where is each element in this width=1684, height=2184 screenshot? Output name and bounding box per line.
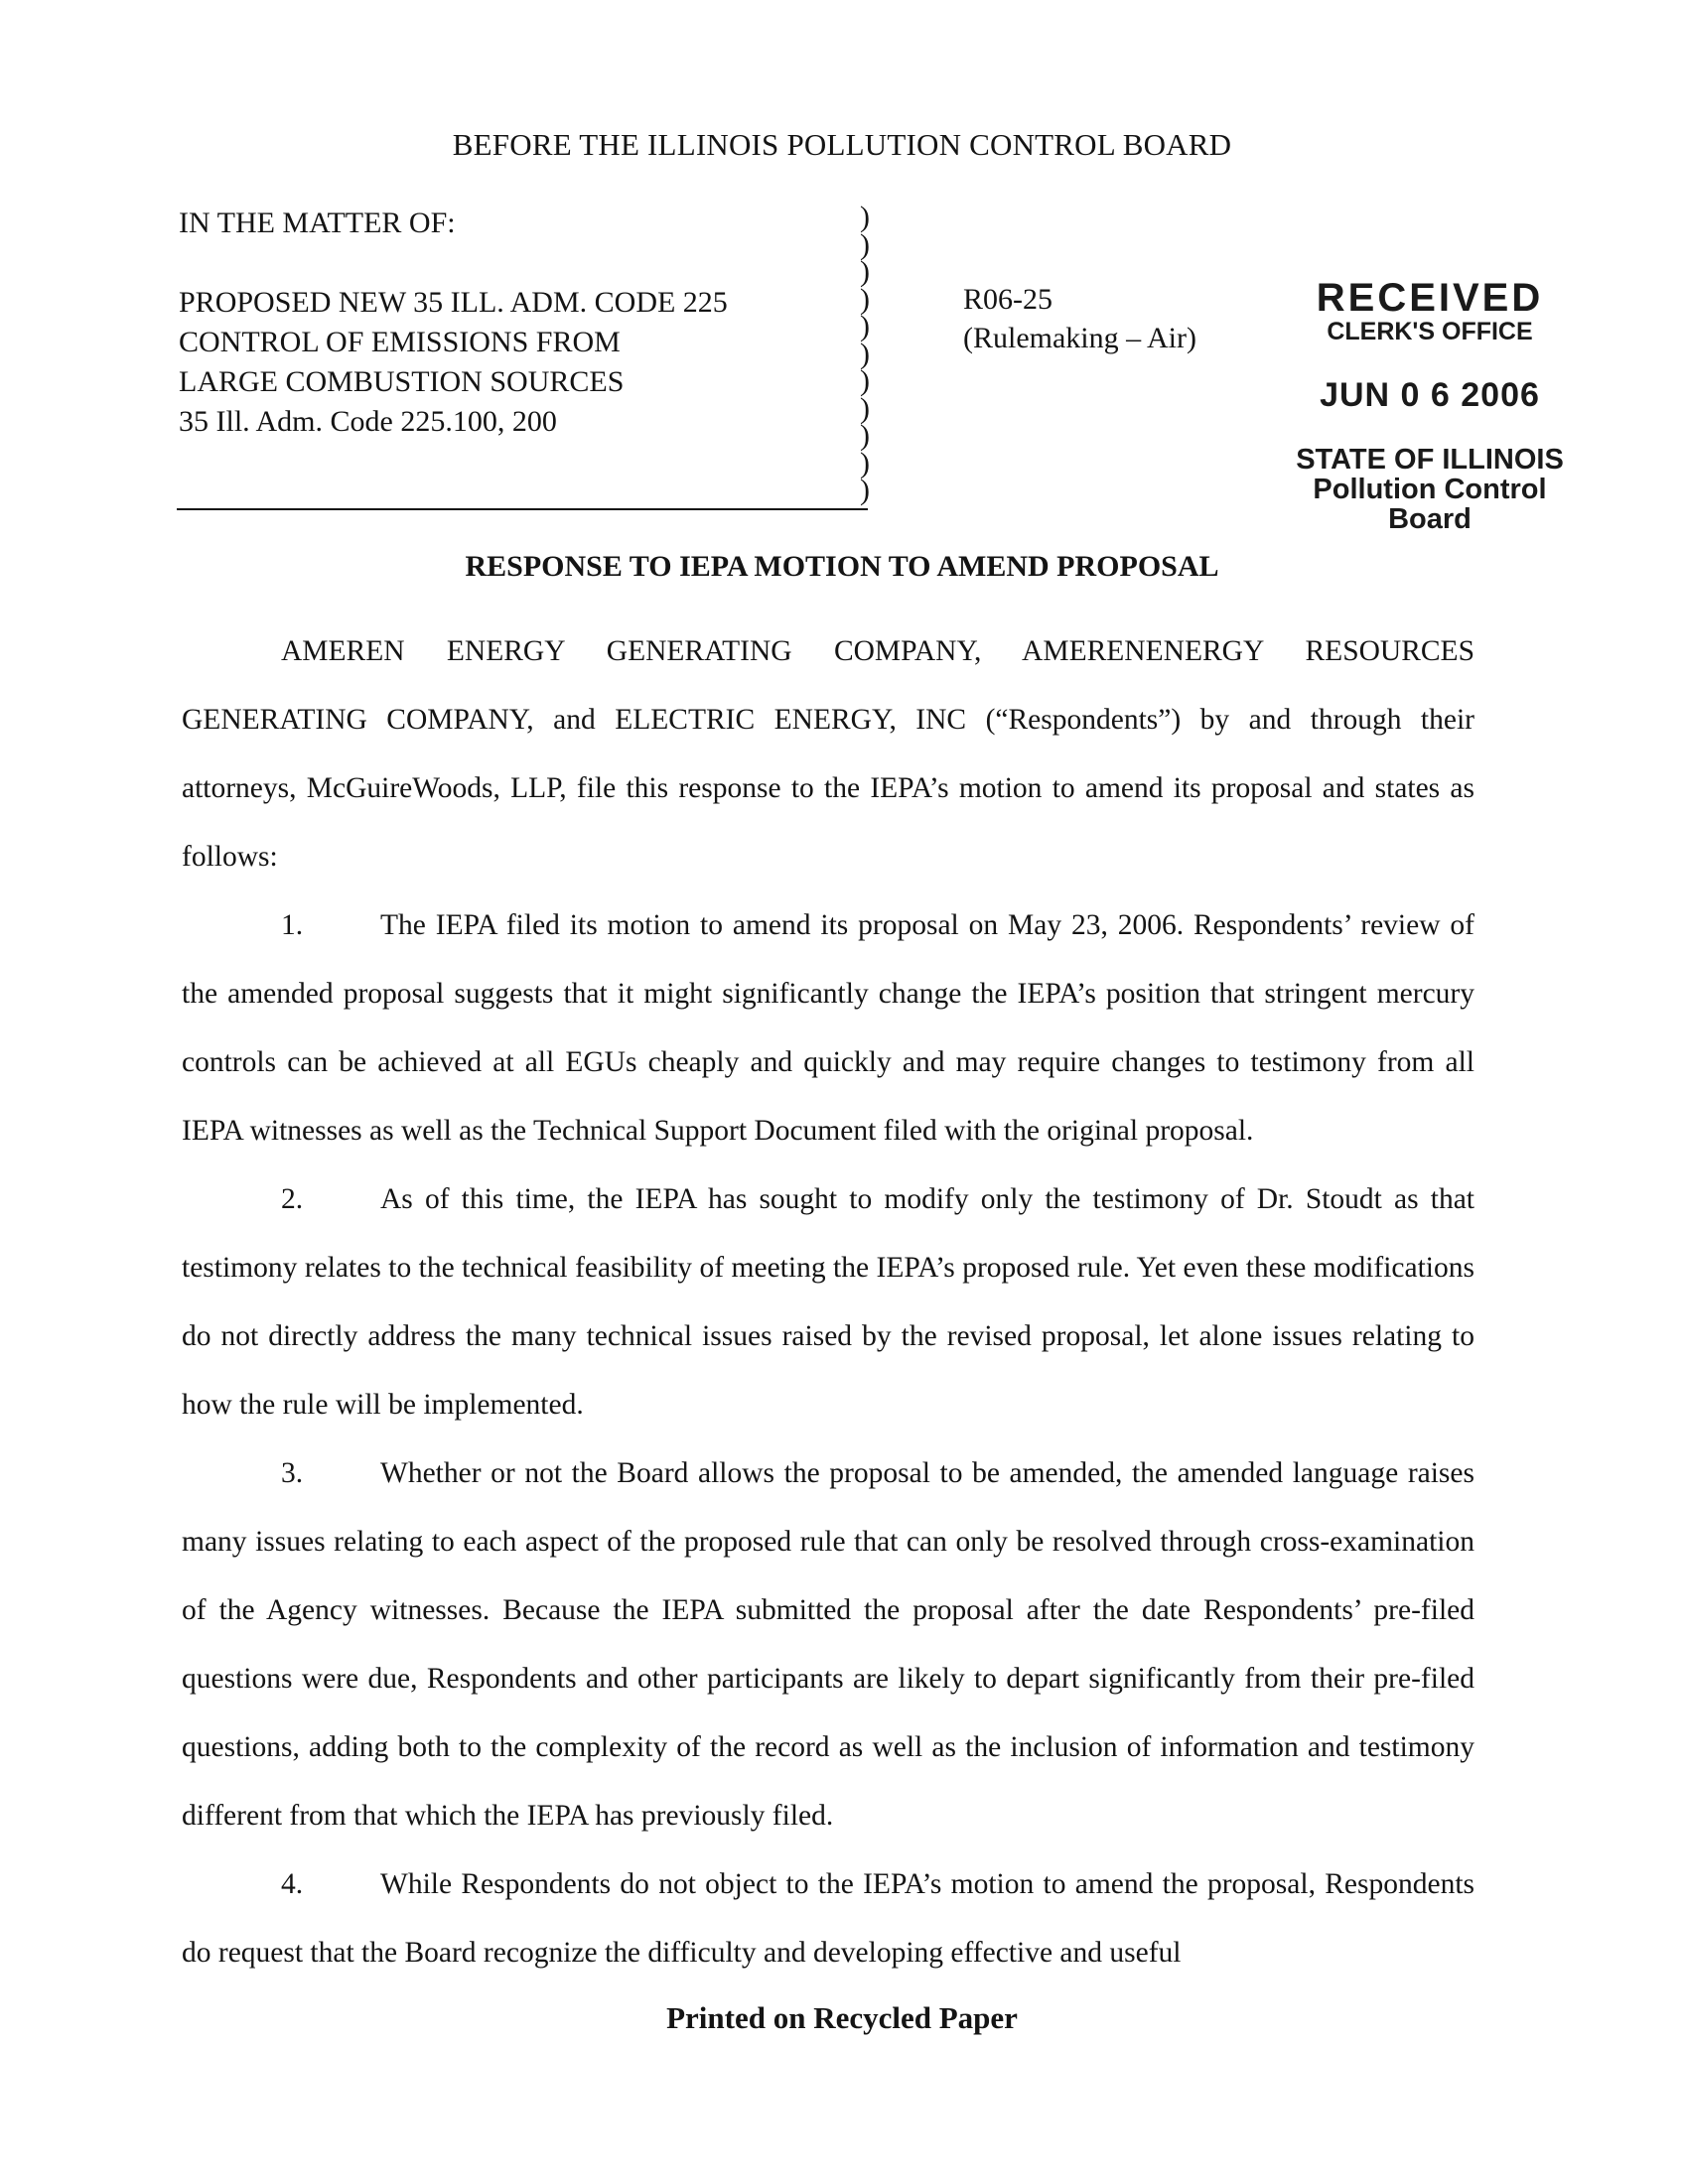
stamp-state: STATE OF ILLINOIS <box>1296 444 1564 476</box>
numbered-paragraph <box>182 891 1474 1165</box>
case-type: (Rulemaking – Air) <box>963 322 1196 354</box>
board-heading: BEFORE THE ILLINOIS POLLUTION CONTROL BOARD <box>452 127 1232 162</box>
paragraph-text: While Respondents do not object to the IEPA’s motion to amend the proposal, Respondents do request that the Board recognize the difficulty and developing effective and useful <box>182 1868 1474 1969</box>
numbered-paragraph <box>182 1850 1474 1987</box>
document-title: RESPONSE TO IEPA MOTION TO AMEND PROPOSAL <box>465 550 1219 583</box>
stamp-date: JUN 0 6 2006 <box>1320 376 1540 414</box>
paragraph-text: Whether or not the Board allows the proposal to be amended, the amended language raises many issues relating to each aspect of the proposed rule that can only be resolved through cross-examination of the Agency witnesses. Because the IEPA submitted the proposal after the date Respondents’ pre-filed questions were due, Respondents and other participants are likely to depart significantly from their pre-filed questions, adding both to the complexity of the record as well as the inclusion of information and testimony different from that which the IEPA has previously filed. <box>182 1457 1474 1832</box>
paragraph-text: The IEPA filed its motion to amend its proposal on May 23, 2006. Respondents’ review of the amended proposal suggests that it might significantly change the IEPA’s position that stringent mercury controls can be achieved at all EGUs cheaply and quickly and may require changes to testimony from all IEPA witnesses as well as the Technical Support Document filed with the original proposal. <box>182 909 1474 1147</box>
paragraph-number: 3. <box>281 1457 304 1489</box>
paragraph-number: 1. <box>281 909 304 941</box>
numbered-paragraph <box>182 1439 1474 1850</box>
caption-block <box>179 204 728 442</box>
caption-line: CONTROL OF EMISSIONS FROM <box>179 326 621 358</box>
page-footer: Printed on Recycled Paper <box>666 2000 1018 2035</box>
case-number: R06-25 <box>963 283 1052 316</box>
caption-parentheses: ) ) ) ) ) ) ) ) ) ) ) <box>860 201 870 506</box>
document-body <box>182 617 1474 1987</box>
caption-line: 35 Ill. Adm. Code 225.100, 200 <box>179 405 557 438</box>
paragraph-text: As of this time, the IEPA has sought to modify only the testimony of Dr. Stoudt as that testimony relates to the technical feasibility of meeting the IEPA’s proposed rule. Yet even these modifications do not directly address the many technical issues raised by the revised proposal, let alone issues relating to how the rule will be implemented. <box>182 1183 1474 1421</box>
stamp-received: RECEIVED <box>1316 276 1544 320</box>
stamp-board: Pollution Control Board <box>1313 474 1547 535</box>
intro-paragraph: AMEREN ENERGY GENERATING COMPANY, AMERENENERGY RESOURCES GENERATING COMPANY, and ELECTRIC ENERGY, INC (“Respondents”) by and through their attorneys, McGuireWoods, LLP, file this response to the IEPA’s motion to amend its proposal and states as follows: <box>182 635 1474 873</box>
paragraph-number: 4. <box>281 1868 304 1900</box>
caption-underline <box>177 508 868 510</box>
case-info <box>963 280 1196 357</box>
paragraph-number: 2. <box>281 1183 304 1215</box>
caption-line: LARGE COMBUSTION SOURCES <box>179 365 625 398</box>
stamp-office: CLERK'S OFFICE <box>1327 318 1533 345</box>
caption-line: PROPOSED NEW 35 ILL. ADM. CODE 225 <box>179 286 728 319</box>
matter-label: IN THE MATTER OF: <box>179 206 456 239</box>
received-stamp <box>1281 278 1579 534</box>
numbered-paragraph <box>182 1165 1474 1439</box>
